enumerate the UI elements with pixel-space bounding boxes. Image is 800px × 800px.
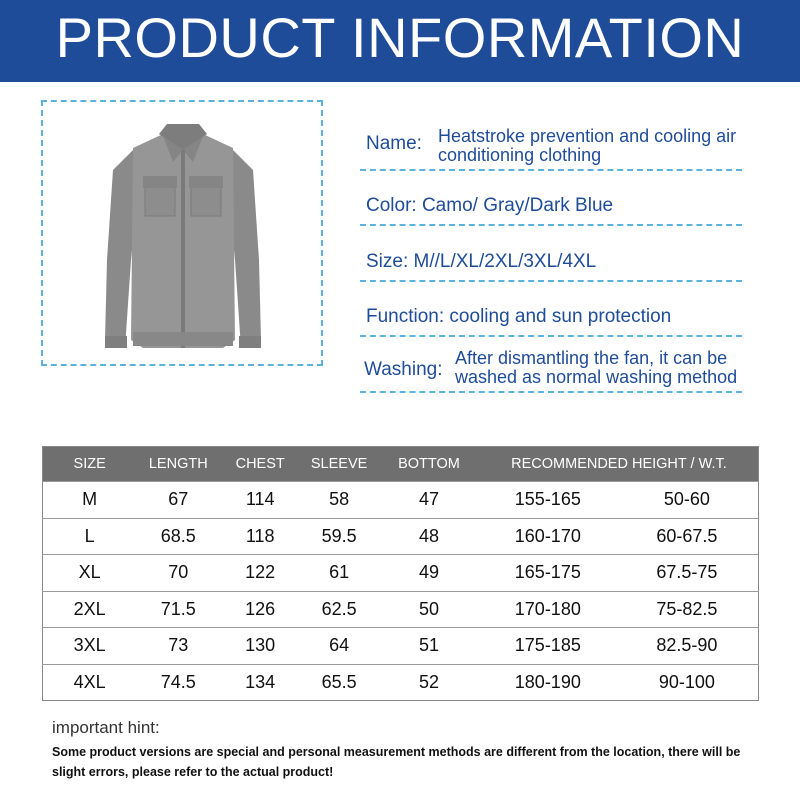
table-cell: 160-170 <box>480 518 616 555</box>
column-header: SIZE <box>43 447 137 482</box>
table-cell: 175-185 <box>480 628 616 665</box>
table-cell: 65.5 <box>300 664 378 701</box>
column-header: CHEST <box>220 447 300 482</box>
table-cell: 130 <box>220 628 300 665</box>
table-cell: 74.5 <box>136 664 220 701</box>
page-title: PRODUCT INFORMATION <box>55 6 745 69</box>
table-cell: 165-175 <box>480 555 616 592</box>
column-header: RECOMMENDED HEIGHT / W.T. <box>480 447 759 482</box>
size-line: Size: M//L/XL/2XL/3XL/4XL <box>366 251 597 272</box>
column-header: SLEEVE <box>300 447 378 482</box>
table-cell: 60-67.5 <box>616 518 759 555</box>
table-cell: 126 <box>220 591 300 628</box>
function-line: Function: cooling and sun protection <box>366 306 672 327</box>
divider <box>360 391 742 393</box>
table-cell: 4XL <box>43 664 137 701</box>
table-cell: 71.5 <box>136 591 220 628</box>
table-cell: 180-190 <box>480 664 616 701</box>
divider <box>360 224 742 226</box>
table-row <box>43 482 759 519</box>
table-cell: 64 <box>300 628 378 665</box>
table-row <box>43 555 759 592</box>
table-cell: 3XL <box>43 628 137 665</box>
table-row <box>43 591 759 628</box>
table-cell: 59.5 <box>300 518 378 555</box>
name-label: Name: <box>366 133 422 154</box>
jacket-image <box>103 110 263 360</box>
column-header: BOTTOM <box>378 447 480 482</box>
column-header: LENGTH <box>136 447 220 482</box>
divider <box>360 169 742 171</box>
table-cell: 68.5 <box>136 518 220 555</box>
table-cell: 52 <box>378 664 480 701</box>
table-cell: 61 <box>300 555 378 592</box>
table-row <box>43 518 759 555</box>
divider <box>360 280 742 282</box>
table-cell: 48 <box>378 518 480 555</box>
table-cell: 62.5 <box>300 591 378 628</box>
header-banner <box>0 0 800 82</box>
size-table <box>42 446 759 701</box>
table-cell: 170-180 <box>480 591 616 628</box>
table-cell: 50-60 <box>616 482 759 519</box>
table-cell: 67 <box>136 482 220 519</box>
table-cell: 75-82.5 <box>616 591 759 628</box>
product-image-frame <box>41 100 323 366</box>
divider <box>360 335 742 337</box>
hint-text: Some product versions are special and personal measurement methods are different from the location, there will be slight errors, please refer to the actual product! <box>52 745 741 779</box>
table-cell: 155-165 <box>480 482 616 519</box>
washing-value: After dismantling the fan, it can be washed as normal washing method <box>455 348 738 387</box>
hint-title: important hint: <box>52 718 160 737</box>
table-cell: 82.5-90 <box>616 628 759 665</box>
table-cell: M <box>43 482 137 519</box>
table-cell: 122 <box>220 555 300 592</box>
table-header-row <box>43 447 759 482</box>
table-row <box>43 664 759 701</box>
name-value: Heatstroke prevention and cooling air conditioning clothing <box>438 126 737 165</box>
table-row <box>43 628 759 665</box>
table-cell: 134 <box>220 664 300 701</box>
color-line: Color: Camo/ Gray/Dark Blue <box>366 195 614 216</box>
table-cell: XL <box>43 555 137 592</box>
table-cell: 58 <box>300 482 378 519</box>
table-cell: 114 <box>220 482 300 519</box>
table-cell: 90-100 <box>616 664 759 701</box>
table-cell: 49 <box>378 555 480 592</box>
table-cell: 73 <box>136 628 220 665</box>
table-cell: 70 <box>136 555 220 592</box>
washing-label: Washing: <box>364 359 443 380</box>
table-cell: 50 <box>378 591 480 628</box>
table-cell: L <box>43 518 137 555</box>
table-cell: 47 <box>378 482 480 519</box>
table-cell: 118 <box>220 518 300 555</box>
table-cell: 67.5-75 <box>616 555 759 592</box>
table-cell: 51 <box>378 628 480 665</box>
table-cell: 2XL <box>43 591 137 628</box>
